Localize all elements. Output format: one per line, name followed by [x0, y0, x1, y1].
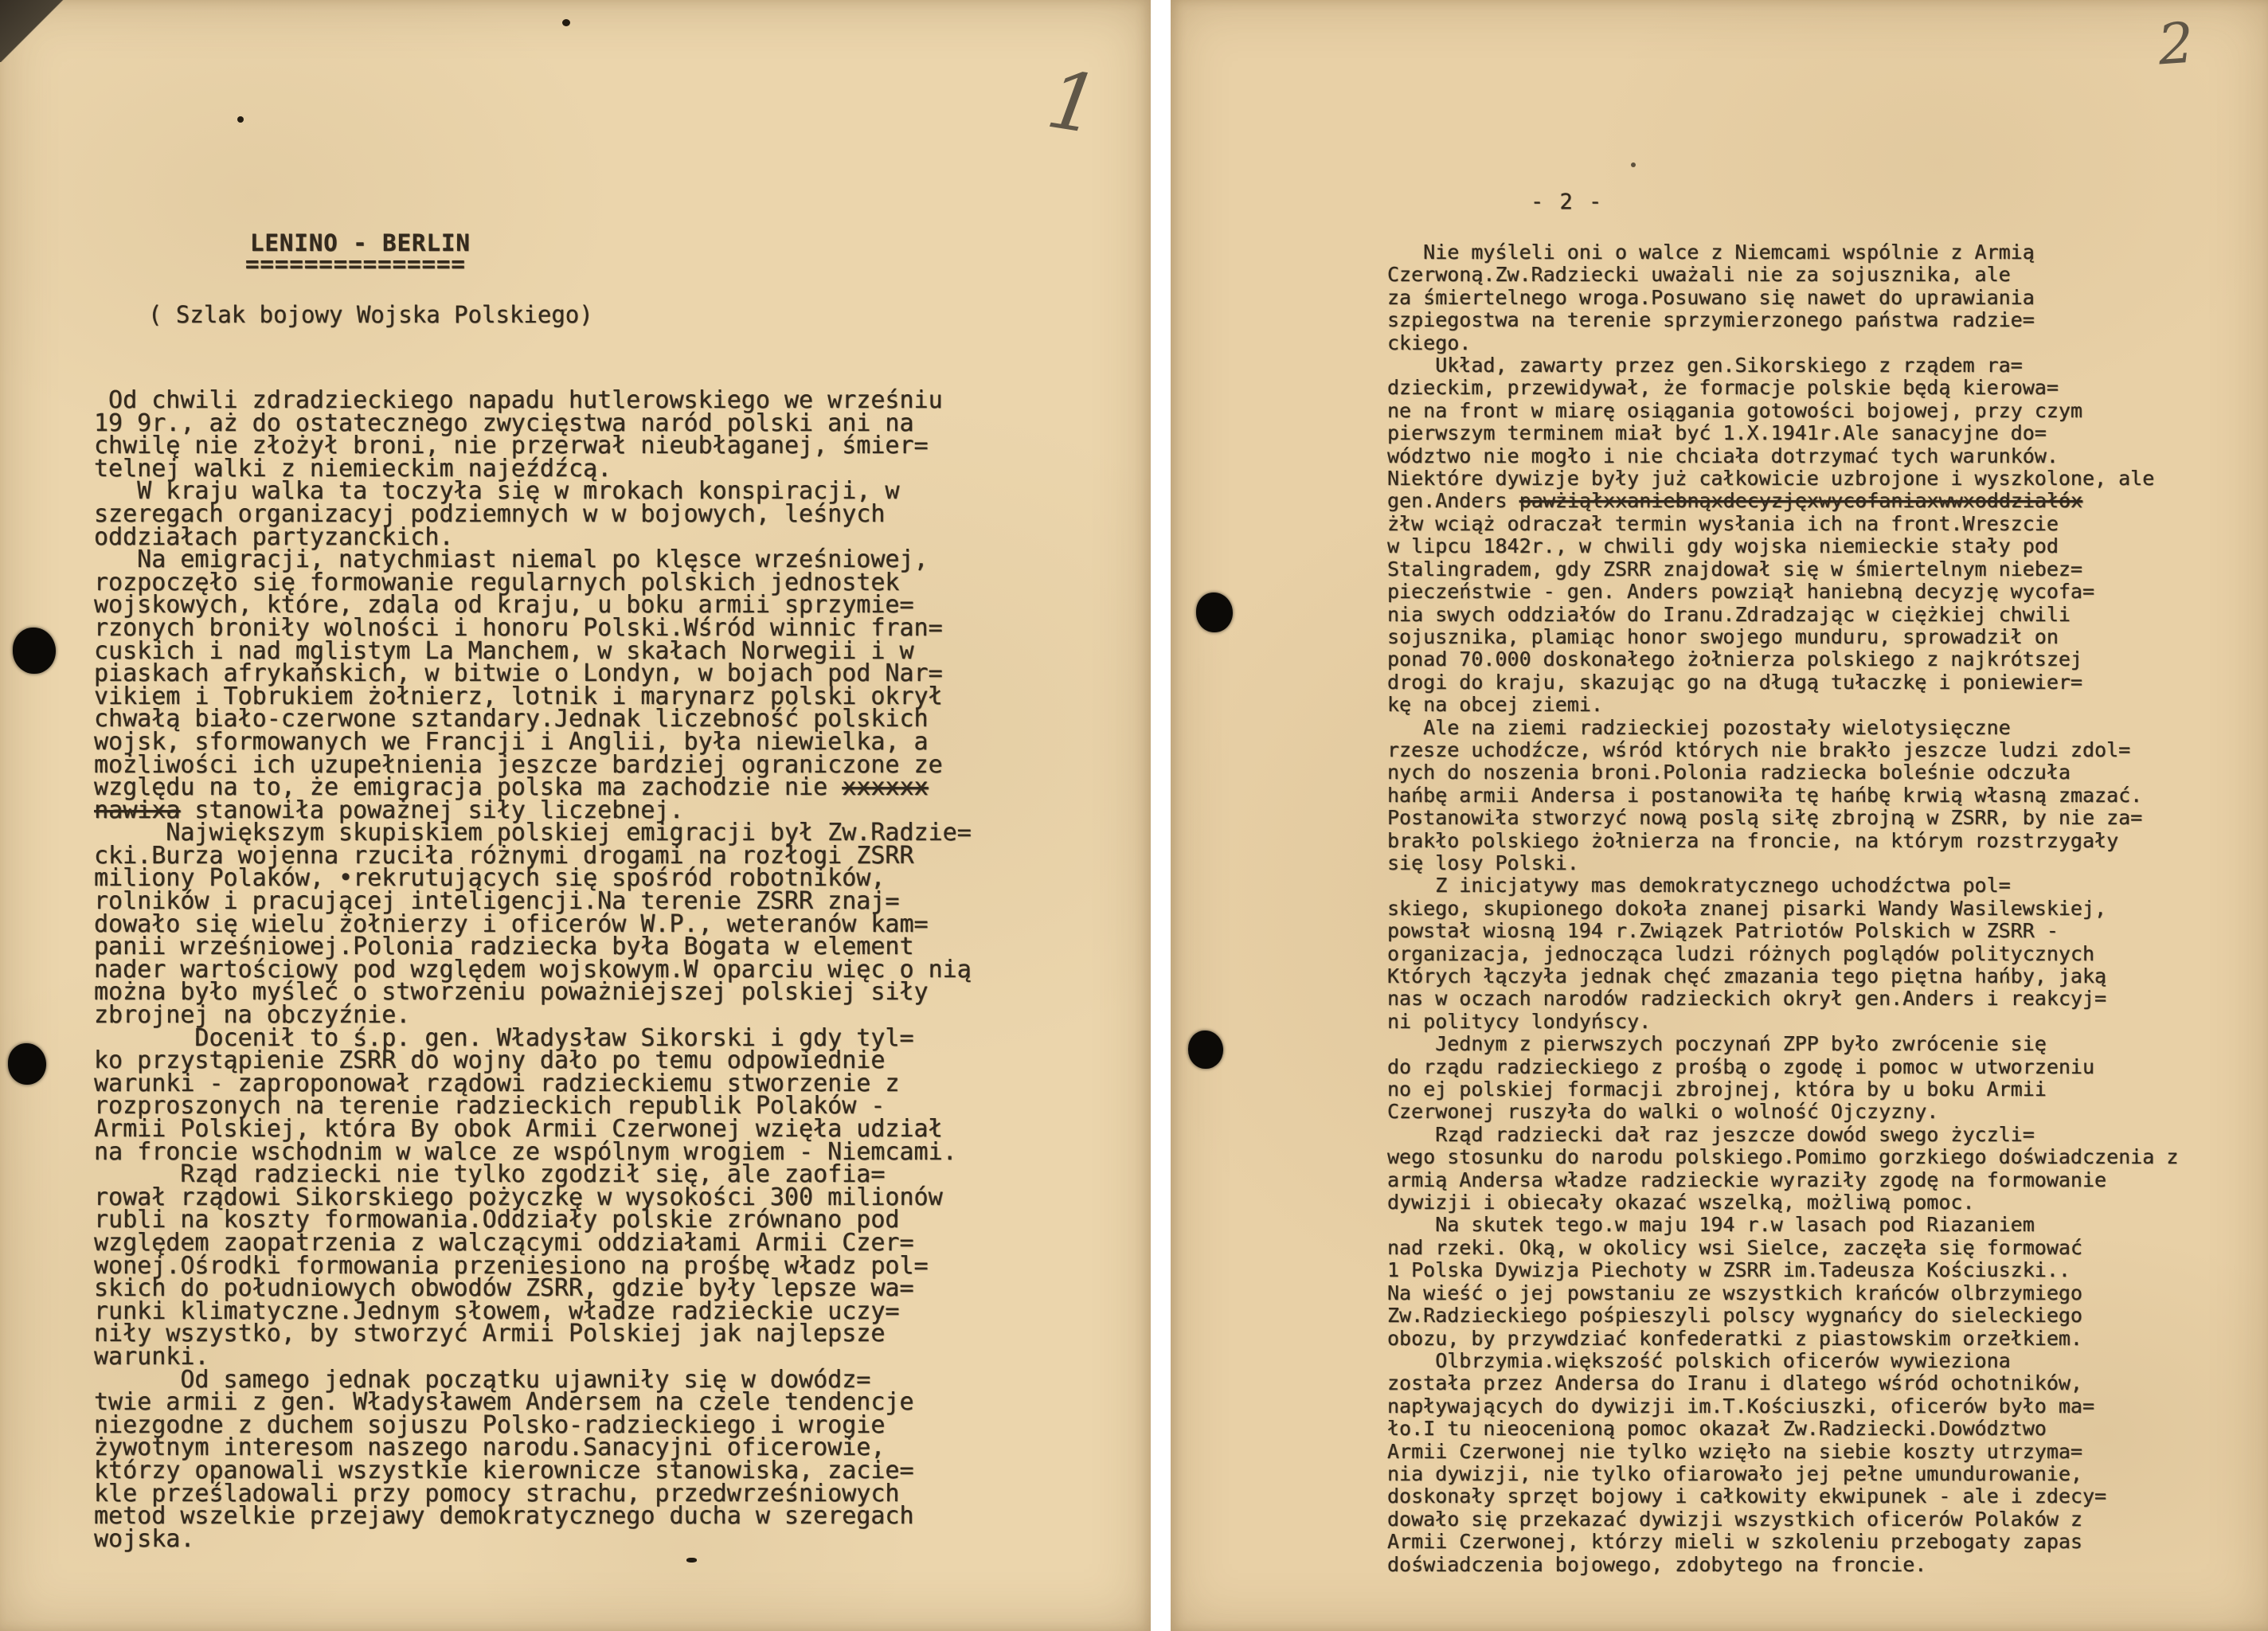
text-line: rozproszonych na terenie radzieckich republik Polaków -: [94, 1092, 886, 1121]
text-line: 1 Polska Dywizja Piechoty w ZSRR im.Tadeusza Kościuszki..: [1387, 1258, 2071, 1282]
text-line: doskonały sprzęt bojowy i całkowity ekwipunek - ale i zdecy=: [1387, 1484, 2107, 1508]
text-line: miliony Polaków, •rekrutujących się spośród robotników,: [94, 864, 886, 893]
text-line: Na skutek tego.w maju 194 r.w lasach pod Riazaniem: [1387, 1213, 2035, 1237]
text-line: Od samego jednak początku ujawniły się w dowódz=: [94, 1365, 871, 1394]
text-line: Czerwonej ruszyła do walki o wolność Ojczyzny.: [1387, 1100, 1939, 1124]
text-line: do rządu radzieckiego z prośbą o zgodę i pomoc w utworzeniu: [1387, 1054, 2095, 1078]
text-line: dowało się wielu żołnierzy i oficerów W.P., weteranów kam=: [94, 909, 929, 938]
text-line: Na emigracji, natychmiast niemal po klęsce wrześniowej,: [94, 546, 929, 574]
text-line: na froncie wschodnim w walce ze wspólnym wrogiem - Niemcami.: [94, 1137, 957, 1166]
text-line: rolników i pracującej inteligencji.Na terenie ZSRR znaj=: [94, 887, 900, 916]
text-line: rzonych broniły wolności i honoru Polski.Wśród winnic fran=: [94, 613, 943, 642]
text-line: powstał wiosną 194 r.Związek Patriotów Polskich w ZSRR -: [1387, 919, 2059, 943]
text-line: Których łączyła jednak chęć zmazania tego piętna hańby, jaką: [1387, 964, 2107, 988]
text-line: Armii Czerwonej nie tylko wzięło na siebie koszty utrzyma=: [1387, 1439, 2082, 1463]
text-line: wojsk, sformowanych we Francji i Anglii, była niewielka, a: [94, 727, 929, 756]
text-line: oddziałach partyzanckich.: [94, 522, 454, 551]
text-line: Rząd radziecki nie tylko zgodził się, ale zaofia=: [94, 1160, 886, 1189]
text-line: żłw wciąż odraczał termin wysłania ich na front.Wreszcie: [1387, 511, 2059, 535]
document-subtitle: ( Szlak bojowy Wojska Polskiego): [148, 301, 593, 328]
page-2: [1171, 0, 2268, 1631]
text-line: którzy opanowali wszystkie kierownicze stanowiska, zacie=: [94, 1456, 914, 1484]
text-line: ni politycy londyńscy.: [1387, 1009, 1652, 1033]
ink-speck: [686, 1558, 697, 1563]
text-line: Docenił to ś.p. gen. Władysław Sikorski i gdy tyl=: [94, 1023, 914, 1052]
text-line: dywizji i obiecały okazać wszelką, możliwą pomoc.: [1387, 1191, 1975, 1214]
struck-out-text: nawixa: [94, 796, 181, 824]
text-line: nad rzeki. Oką, w okolicy wsi Sielce, zaczęła się formować: [1387, 1235, 2082, 1259]
text-line: za śmiertelnego wroga.Posuwano się nawet do uprawiania: [1387, 285, 2035, 309]
text-line: ne na front w miarę osiągania gotowości bojowej, przy czym: [1387, 398, 2082, 422]
text-line: wego stosunku do narodu polskiego.Pomimo gorzkiego doświadczenia z: [1387, 1145, 2179, 1169]
text-line: Od chwili zdradzieckiego napadu hutlerowskiego we wrześniu: [94, 386, 943, 414]
struck-out-text: xxxxxx: [842, 773, 929, 802]
text-line: 19 9r., aż do ostatecznego zwycięstwa naród polski ani na: [94, 409, 914, 437]
text-line: pieczeństwie - gen. Anders powziął haniebną decyzję wycofa=: [1387, 580, 2095, 604]
text-line: rozpoczęło się formowanie regularnych polskich jednostek: [94, 568, 900, 596]
text-line: kę na obcej ziemi.: [1387, 693, 1603, 717]
text-line: w lipcu 1842r., w chwili gdy wojska niemieckie stały pod: [1387, 534, 2059, 558]
struck-out-text: pawżiąłxxaniebnąxdecyzjęxwycofaniaxwwxoddziałóx: [1519, 489, 2082, 513]
text-line: Jednym z pierwszych poczynań ZPP było zwrócenie się: [1387, 1032, 2047, 1056]
text-line: Rząd radziecki dał raz jeszcze dowód swego życzli=: [1387, 1122, 2035, 1146]
text-line: vikiem i Tobrukiem żołnierz, lotnik i marynarz polski okrył: [94, 682, 943, 710]
text-line: skiego, skupionego dokoła znanej pisarki Wandy Wasilewskiej,: [1387, 896, 2107, 920]
punch-hole-mark: [13, 628, 56, 674]
text-line: W kraju walka ta toczyła się w mrokach konspiracji, w: [94, 477, 900, 506]
text-line: nych do noszenia broni.Polonia radziecka boleśnie odczuła: [1387, 761, 2071, 784]
handwritten-page-number: 1: [1041, 52, 1106, 153]
text-line: nas w oczach narodów radzieckich okrył gen.Anders i reakcyj=: [1387, 987, 2107, 1011]
text-line: Nie myśleli oni o walce z Niemcami wspólnie z Armią: [1387, 241, 2035, 264]
page-2-text-block: [1387, 241, 2178, 1576]
text-line: skich do południowych obwodów ZSRR, gdzie były lepsze wa=: [94, 1274, 914, 1303]
page-1-text-block: [94, 386, 972, 1553]
text-line: wojska.: [94, 1524, 195, 1553]
text-line: się losy Polski.: [1387, 851, 1579, 874]
text-line: niezgodne z duchem sojuszu Polsko-radzieckiego i wrogie: [94, 1410, 886, 1439]
text-line: rubli na koszty formowania.Oddziały polskie zrównano pod: [94, 1206, 900, 1234]
text-line: chwałą biało-czerwone sztandary.Jednak liczebność polskich: [94, 705, 929, 733]
text-line: armią Andersa władze radzieckie wyraziły zgodę na formowanie: [1387, 1168, 2107, 1191]
text-line: ło.I tu nieocenioną pomoc okazał Zw.Radziecki.Dowództwo: [1387, 1417, 2047, 1441]
text-line: sojusznika, plamiąc honor swojego munduru, sprowadził on: [1387, 624, 2059, 648]
text-line: Armii Czerwonej, którzy mieli w szkoleniu przebogaty zapas: [1387, 1530, 2082, 1554]
text-line: cki.Burza wojenna rzuciła różnymi drogami na rozłogi ZSRR: [94, 841, 914, 870]
text-line: [1387, 490, 2178, 512]
text-line: Ale na ziemi radzieckiej pozostały wielotysięczne: [1387, 715, 2011, 739]
text-line: Z inicjatywy mas demokratycznego uchodźctwa pol=: [1387, 874, 2011, 898]
text-line: ckiego.: [1387, 331, 1472, 354]
text-line: Czerwoną.Zw.Radziecki uważali nie za sojusznika, ale: [1387, 263, 2011, 287]
text-line: Postanowiła stworzyć nową poslą siłę zbrojną w ZSRR, by nie za=: [1387, 806, 2143, 830]
text-line: hańbę armii Andersa i postanowiła tę hańbę krwią własną zmazać.: [1387, 783, 2143, 807]
text-line: dowało się przekazać dywizji wszystkich oficerów Polaków z: [1387, 1507, 2082, 1531]
text-line: względem zaopatrzenia z walczącymi oddziałami Armii Czer=: [94, 1228, 914, 1257]
title-underline: ===============: [245, 250, 466, 277]
text-line: warunki.: [94, 1342, 209, 1371]
page-number-header: - 2 -: [1531, 190, 1604, 214]
text-line: obozu, by przywdziać konfederatki z piastowskim orzełkiem.: [1387, 1326, 2082, 1350]
scan-corner-artifact: [0, 0, 76, 62]
text-line: Stalingradem, gdy ZSRR znajdował się w śmiertelnym niebez=: [1387, 557, 2082, 581]
ink-speck: [1631, 162, 1636, 167]
text-line: kle prześladowali przy pomocy strachu, przedwrześniowych: [94, 1479, 900, 1508]
text-line: warunki - zaproponował rządowi radzieckiemu stworzenie z: [94, 1069, 900, 1097]
text-line: nia swych oddziałów do Iranu.Zdradzając w ciężkiej chwili: [1387, 602, 2071, 626]
text-line: Niektóre dywizje były już całkowicie uzbrojone i wyszkolone, ale: [1387, 467, 2155, 491]
ink-speck: [237, 116, 244, 123]
text-line: telnej walki z niemieckim najeźdźcą.: [94, 454, 612, 483]
text-line: drogi do kraju, skazując go na długą tułaczkę i poniewier=: [1387, 670, 2082, 694]
text-line: ponad 70.000 doskonałego żołnierza polskiego z najkrótszej: [1387, 647, 2082, 671]
text-line: Olbrzymia.większość polskich oficerów wywieziona: [1387, 1348, 2011, 1372]
text-line: chwilę nie złożył broni, nie przerwał nieubłaganej, śmier=: [94, 432, 929, 460]
punch-hole-mark: [1188, 1031, 1223, 1069]
text-line: wonej.Ośrodki formowania przeniesiono na prośbę władz pol=: [94, 1251, 929, 1280]
text-line: napływających do dywizji im.T.Kościuszki, oficerów było ma=: [1387, 1394, 2095, 1418]
text-line: zbrojnej na obczyźnie.: [94, 1001, 411, 1030]
text-line: panii wrześniowej.Polonia radziecka była Bogata w element: [94, 933, 914, 961]
text-line: wództwo nie mogło i nie chciała dotrzymać tych warunków.: [1387, 444, 2059, 467]
text-line: brakło polskiego żołnierza na froncie, na którym rozstrzygały: [1387, 828, 2119, 852]
text-line: pierwszym terminem miał być 1.X.1941r.Ale sanacyjne do=: [1387, 421, 2047, 445]
text-line: szpiegostwa na terenie sprzymierzonego państwa radzie=: [1387, 308, 2035, 332]
text-line: Zw.Radzieckiego pośpieszyli polscy wygnańcy do sieleckiego: [1387, 1304, 2082, 1328]
text-line: Na wieść o jej powstaniu ze wszystkich krańców olbrzymiego: [1387, 1281, 2082, 1304]
text-line: rzesze uchodźcze, wśród których nie brakło jeszcze ludzi zdol=: [1387, 737, 2131, 761]
text-line: ko przystąpienie ZSRR do wojny dało po temu odpowiednie: [94, 1046, 886, 1075]
text-line: no ej polskiej formacji zbrojnej, która by u boku Armii: [1387, 1078, 2047, 1101]
punch-hole-mark: [8, 1043, 46, 1085]
document-title: LENINO - BERLIN: [250, 229, 471, 256]
text-line: nia dywizji, nie tylko ofiarowało jej pełne umundurowanie,: [1387, 1461, 2082, 1485]
text-line: Układ, zawarty przez gen.Sikorskiego z rządem ra=: [1387, 354, 2023, 377]
text-line: piaskach afrykańskich, w bitwie o Londyn, w bojach pod Nar=: [94, 659, 943, 688]
punch-hole-mark: [1196, 593, 1233, 632]
text-line: cuskich i nad mglistym La Manchem, w skałach Norwegii i w: [94, 636, 914, 665]
text-line: twie armii z gen. Władysławem Andersem na czele tendencje: [94, 1388, 914, 1417]
text-line: możliwości ich uzupełnienia jeszcze bardziej ograniczone ze: [94, 750, 943, 779]
text-line: wojskowych, które, zdala od kraju, u boku armii sprzymie=: [94, 591, 914, 620]
text-line: można było myśleć o stworzeniu poważniejszej polskiej siły: [94, 978, 929, 1007]
text-line: Największym skupiskiem polskiej emigracji był Zw.Radzie=: [94, 819, 972, 847]
text-segment: względu na to, że emigracja polska ma zachodzie nie: [94, 773, 843, 802]
text-line: metod wszelkie przejawy demokratycznego ducha w szeregach: [94, 1502, 914, 1531]
text-line: runki klimatyczne.Jednym słowem, władze radzieckie uczy=: [94, 1297, 900, 1325]
text-line: żywotnym interesom naszego narodu.Sanacyjni oficerowie,: [94, 1433, 886, 1462]
text-line: organizacja, jednocząca ludzi różnych poglądów politycznych: [1387, 941, 2095, 965]
handwritten-page-number: 2: [2156, 10, 2196, 78]
text-line: rował rządowi Sikorskiego pożyczkę w wysokości 300 milionów: [94, 1183, 943, 1211]
text-line: nader wartościowy pod względem wojskowym.W oparciu więc o nią: [94, 955, 972, 984]
text-line: doświadczenia bojowego, zdobytego na froncie.: [1387, 1552, 1927, 1576]
text-line: została przez Andersa do Iranu i dlatego wśród ochotników,: [1387, 1371, 2082, 1395]
text-segment: gen.Anders: [1387, 489, 1519, 513]
text-line: szeregach organizacyj podziemnych w w bojowych, leśnych: [94, 499, 886, 528]
text-line: dzieckim, przewidywał, że formacje polskie będą kierowa=: [1387, 376, 2059, 400]
ink-speck: [562, 19, 570, 26]
text-line: Armii Polskiej, która By obok Armii Czerwonej wzięła udział: [94, 1115, 943, 1143]
text-line: niły wszystko, by stworzyć Armii Polskiej jak najlepsze: [94, 1320, 886, 1348]
text-segment: stanowiła poważnej siły liczebnej.: [180, 796, 684, 824]
